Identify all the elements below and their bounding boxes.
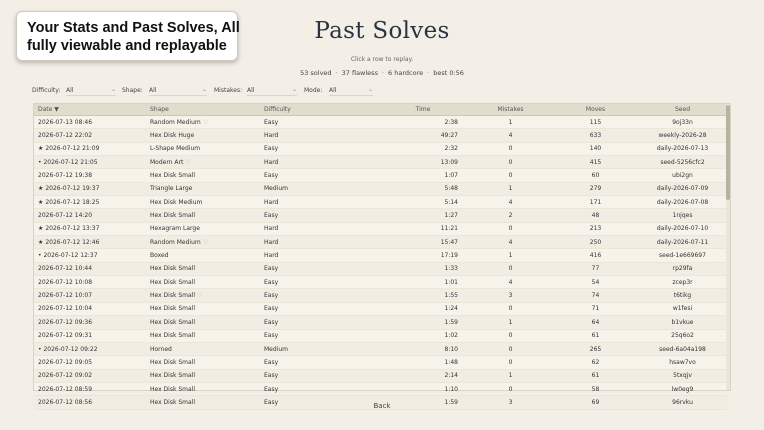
shape-text: Hex Disk Medium <box>150 198 203 206</box>
cell-time: 1:48 <box>378 356 468 369</box>
scrollbar-thumb[interactable] <box>726 105 730 200</box>
bullet-icon: • <box>38 345 42 353</box>
cell-date <box>34 222 146 235</box>
shape-text: Hex Disk Small <box>150 278 196 286</box>
cell-mistakes: 0 <box>468 382 553 395</box>
cell-seed: 1njqes <box>638 209 727 222</box>
cell-moves: 58 <box>553 382 638 395</box>
cell-shape <box>146 196 260 209</box>
cell-date <box>34 156 146 169</box>
cell-time: 1:01 <box>378 276 468 289</box>
date-text: 2026-07-12 14:20 <box>38 212 93 220</box>
cell-moves: 416 <box>553 249 638 262</box>
cell-time: 1:27 <box>378 209 468 222</box>
cell-shape <box>146 156 260 169</box>
stats-summary: 53 solved · 37 flawless · 6 hardcore · best 0:56 <box>300 69 464 77</box>
cell-difficulty: Hard <box>260 222 378 235</box>
star-icon: ★ <box>38 238 44 246</box>
column-header-moves[interactable]: Moves <box>553 104 638 116</box>
cell-difficulty: Easy <box>260 289 378 302</box>
shape-text: Hex Disk Small <box>150 212 196 220</box>
shape-text: Hex Disk Small <box>150 305 196 313</box>
cell-mistakes: 1 <box>468 182 553 195</box>
cell-seed: lw0eg9 <box>638 382 727 395</box>
back-button[interactable]: Back <box>373 402 391 410</box>
cell-time: 2:14 <box>378 369 468 382</box>
difficulty-filter-value: All <box>66 87 74 94</box>
chevron-down-icon: ⌄ <box>110 86 116 93</box>
lightbulb-icon: ♡ <box>202 118 209 126</box>
cell-time: 11:21 <box>378 222 468 235</box>
difficulty-filter-select[interactable] <box>66 85 116 96</box>
cell-date <box>34 129 146 142</box>
cell-moves: 69 <box>553 396 638 409</box>
shape-filter-label: Shape: <box>122 87 143 94</box>
cell-shape <box>146 236 260 249</box>
cell-time: 1:07 <box>378 169 468 182</box>
cell-mistakes: 3 <box>468 289 553 302</box>
cell-mistakes: 3 <box>468 396 553 409</box>
cell-difficulty: Hard <box>260 156 378 169</box>
table-row[interactable] <box>34 222 727 235</box>
cell-moves: 54 <box>553 276 638 289</box>
cell-time: 2:32 <box>378 142 468 155</box>
cell-time: 49:27 <box>378 129 468 142</box>
cell-difficulty: Easy <box>260 382 378 395</box>
cell-time: 1:10 <box>378 382 468 395</box>
cell-time: 1:33 <box>378 262 468 275</box>
cell-shape <box>146 342 260 355</box>
cell-shape <box>146 382 260 395</box>
hardcore-count: 6 hardcore <box>388 69 424 77</box>
cell-difficulty: Hard <box>260 129 378 142</box>
cell-date <box>34 342 146 355</box>
cell-time: 8:10 <box>378 342 468 355</box>
cell-time: 1:55 <box>378 289 468 302</box>
cell-date <box>34 169 146 182</box>
cell-date <box>34 262 146 275</box>
cell-date <box>34 369 146 382</box>
cell-date <box>34 182 146 195</box>
cell-seed: seed-1e669697 <box>638 249 727 262</box>
cell-seed: seed-5256cfc2 <box>638 156 727 169</box>
cell-seed: daily-2026-07-11 <box>638 236 727 249</box>
cell-moves: 71 <box>553 302 638 315</box>
cell-mistakes: 4 <box>468 236 553 249</box>
cell-mistakes: 1 <box>468 249 553 262</box>
shape-text: Hex Disk Small <box>150 318 196 326</box>
cell-difficulty: Hard <box>260 196 378 209</box>
cell-difficulty: Easy <box>260 116 378 129</box>
date-text: 2026-07-12 19:38 <box>38 172 93 180</box>
shape-text: Modern Art <box>150 158 184 166</box>
cell-mistakes: 0 <box>468 302 553 315</box>
date-text: 2026-07-12 10:04 <box>38 305 93 313</box>
table-row[interactable] <box>34 169 727 182</box>
cell-date <box>34 356 146 369</box>
date-text: 2026-07-12 08:56 <box>38 398 93 406</box>
cell-shape <box>146 169 260 182</box>
cell-seed: hsaw7vo <box>638 356 727 369</box>
shape-text: Horned <box>150 345 172 353</box>
column-header-shape[interactable]: Shape <box>146 104 260 116</box>
cell-seed: 96rvku <box>638 396 727 409</box>
callout-line-1: Your Stats and Past Solves, All <box>27 20 240 36</box>
mistakes-filter-select[interactable] <box>247 85 297 96</box>
date-text: 2026-07-12 10:07 <box>38 292 93 300</box>
date-text: 2026-07-12 10:08 <box>38 278 93 286</box>
cell-moves: 633 <box>553 129 638 142</box>
star-icon: ★ <box>38 225 44 233</box>
cell-shape <box>146 129 260 142</box>
cell-date <box>34 329 146 342</box>
cell-time: 1:59 <box>378 316 468 329</box>
cell-time: 1:02 <box>378 329 468 342</box>
cell-moves: 61 <box>553 329 638 342</box>
callout-line-2: fully viewable and replayable <box>27 38 227 54</box>
cell-time: 13:09 <box>378 156 468 169</box>
cell-difficulty: Hard <box>260 249 378 262</box>
cell-shape <box>146 116 260 129</box>
cell-difficulty: Easy <box>260 169 378 182</box>
table-row[interactable] <box>34 182 727 195</box>
replay-hint: Click a row to replay. <box>350 56 414 63</box>
chevron-down-icon: ⌄ <box>367 86 373 93</box>
table-row[interactable] <box>34 356 727 369</box>
cell-date <box>34 289 146 302</box>
mistakes-filter-value: All <box>247 87 255 94</box>
chevron-down-icon: ⌄ <box>201 86 207 93</box>
cell-date <box>34 196 146 209</box>
cell-difficulty: Easy <box>260 369 378 382</box>
cell-seed: daily-2026-07-13 <box>638 142 727 155</box>
date-text: 2026-07-12 12:46 <box>45 238 100 246</box>
date-text: 2026-07-12 18:25 <box>45 198 100 206</box>
cell-seed: daily-2026-07-09 <box>638 182 727 195</box>
bullet-icon: • <box>38 252 42 260</box>
date-text: 2026-07-12 09:31 <box>38 332 93 340</box>
mode-filter-label: Mode: <box>304 87 323 94</box>
column-header-date[interactable]: Date ▼ <box>34 104 146 116</box>
shape-text: Hex Disk Small <box>150 398 196 406</box>
cell-seed: weekly-2026-28 <box>638 129 727 142</box>
cell-shape <box>146 316 260 329</box>
table-row[interactable] <box>34 329 727 342</box>
shape-text: L-Shape Medium <box>150 145 201 153</box>
cell-mistakes: 0 <box>468 356 553 369</box>
table-row[interactable] <box>34 209 727 222</box>
cell-date <box>34 142 146 155</box>
cell-date <box>34 382 146 395</box>
cell-shape <box>146 329 260 342</box>
cell-moves: 265 <box>553 342 638 355</box>
shape-filter-value: All <box>149 87 157 94</box>
cell-shape <box>146 302 260 315</box>
cell-mistakes: 1 <box>468 316 553 329</box>
page-title: Past Solves <box>314 18 450 44</box>
date-text: 2026-07-12 08:59 <box>38 385 93 393</box>
table-row[interactable] <box>34 156 727 169</box>
shape-text: Random Medium <box>150 118 201 126</box>
table-row[interactable] <box>34 302 727 315</box>
date-text: 2026-07-12 21:09 <box>45 145 100 153</box>
cell-moves: 60 <box>553 169 638 182</box>
table-row[interactable] <box>34 116 727 129</box>
date-text: 2026-07-12 22:02 <box>38 132 93 140</box>
cell-difficulty: Easy <box>260 302 378 315</box>
column-header-seed[interactable]: Seed <box>638 104 727 116</box>
table-row[interactable] <box>34 316 727 329</box>
table-row[interactable] <box>34 289 727 302</box>
cell-mistakes: 0 <box>468 262 553 275</box>
cell-mistakes: 4 <box>468 129 553 142</box>
date-text: 2026-07-12 09:02 <box>38 372 93 380</box>
cell-time: 1:59 <box>378 396 468 409</box>
table-row[interactable] <box>34 382 727 395</box>
table-row[interactable] <box>34 262 727 275</box>
cell-moves: 64 <box>553 316 638 329</box>
cell-seed: t6tikg <box>638 289 727 302</box>
cell-shape <box>146 262 260 275</box>
table-row[interactable] <box>34 129 727 142</box>
shape-text: Hex Disk Small <box>150 372 196 380</box>
table-row[interactable] <box>34 142 727 155</box>
cell-moves: 48 <box>553 209 638 222</box>
cell-mistakes: 1 <box>468 369 553 382</box>
cell-moves: 213 <box>553 222 638 235</box>
shape-filter-select[interactable] <box>149 85 207 96</box>
table-row[interactable] <box>34 236 727 249</box>
cell-date <box>34 316 146 329</box>
cell-seed: 9oj33n <box>638 116 727 129</box>
cell-moves: 62 <box>553 356 638 369</box>
cell-date <box>34 116 146 129</box>
cell-shape <box>146 209 260 222</box>
date-text: 2026-07-12 19:37 <box>45 185 100 193</box>
cell-difficulty: Easy <box>260 276 378 289</box>
cell-moves: 77 <box>553 262 638 275</box>
shape-text: Hex Disk Small <box>150 358 196 366</box>
cell-mistakes: 1 <box>468 116 553 129</box>
cell-time: 15:47 <box>378 236 468 249</box>
lightbulb-icon: ♡ <box>197 292 203 300</box>
cell-shape <box>146 289 260 302</box>
mode-filter-select[interactable] <box>329 85 373 96</box>
shape-text: Hex Disk Huge <box>150 132 195 140</box>
shape-text: Triangle Large <box>150 185 193 193</box>
date-text: 2026-07-12 09:22 <box>43 345 98 353</box>
cell-mistakes: 0 <box>468 156 553 169</box>
table-scrollbar[interactable] <box>726 104 730 390</box>
cell-difficulty: Medium <box>260 182 378 195</box>
cell-moves: 415 <box>553 156 638 169</box>
flawless-count: 37 flawless <box>341 69 378 77</box>
cell-seed: zcep3r <box>638 276 727 289</box>
star-icon: ★ <box>38 145 44 153</box>
cell-seed: b1vkue <box>638 316 727 329</box>
cell-moves: 140 <box>553 142 638 155</box>
cell-moves: 250 <box>553 236 638 249</box>
shape-text: Hex Disk Small <box>150 265 196 273</box>
cell-seed: 25q6o2 <box>638 329 727 342</box>
date-text: 2026-07-12 09:36 <box>38 318 93 326</box>
cell-mistakes: 2 <box>468 209 553 222</box>
cell-difficulty: Hard <box>260 236 378 249</box>
shape-text: Hexagram Large <box>150 225 200 233</box>
cell-difficulty: Easy <box>260 142 378 155</box>
cell-time: 17:19 <box>378 249 468 262</box>
lightbulb-icon: ♡ <box>185 158 191 166</box>
cell-moves: 74 <box>553 289 638 302</box>
cell-seed: 5txqjv <box>638 369 727 382</box>
cell-moves: 115 <box>553 116 638 129</box>
date-text: 2026-07-12 10:44 <box>38 265 93 273</box>
shape-text: Hex Disk Small <box>150 385 196 393</box>
cell-shape <box>146 142 260 155</box>
table-row[interactable] <box>34 196 727 209</box>
back-link-wrap <box>0 402 764 410</box>
shape-text: Hex Disk Small <box>150 292 196 300</box>
shape-text: Hex Disk Small <box>150 332 196 340</box>
cell-date <box>34 209 146 222</box>
best-time: best 0:56 <box>433 69 464 77</box>
table-row[interactable] <box>34 342 727 355</box>
mode-filter-value: All <box>329 87 337 94</box>
cell-difficulty: Easy <box>260 262 378 275</box>
chevron-down-icon: ⌄ <box>291 86 297 93</box>
cell-difficulty: Easy <box>260 316 378 329</box>
cell-shape <box>146 222 260 235</box>
date-text: 2026-07-13 08:46 <box>38 118 93 126</box>
column-header-time[interactable]: Time <box>378 104 468 116</box>
cell-date <box>34 249 146 262</box>
table-header <box>34 104 727 116</box>
shape-text: Hex Disk Small <box>150 172 196 180</box>
cell-shape <box>146 182 260 195</box>
date-text: 2026-07-12 21:05 <box>43 158 98 166</box>
cell-time: 2:38 <box>378 116 468 129</box>
cell-time: 5:48 <box>378 182 468 195</box>
cell-time: 5:14 <box>378 196 468 209</box>
cell-mistakes: 0 <box>468 222 553 235</box>
column-header-mistakes[interactable]: Mistakes <box>468 104 553 116</box>
shape-text: Random Medium <box>150 238 201 246</box>
mistakes-filter-label: Mistakes: <box>214 87 243 94</box>
star-icon: ★ <box>38 198 44 206</box>
cell-difficulty: Easy <box>260 396 378 409</box>
star-icon: ★ <box>38 185 44 193</box>
table-row[interactable] <box>34 249 727 262</box>
cell-seed: rp29fa <box>638 262 727 275</box>
cell-mistakes: 0 <box>468 169 553 182</box>
cell-shape <box>146 249 260 262</box>
date-text: 2026-07-12 13:37 <box>45 225 100 233</box>
table-row[interactable] <box>34 369 727 382</box>
cell-time: 1:24 <box>378 302 468 315</box>
date-text: 2026-07-12 12:37 <box>43 252 98 260</box>
cell-shape <box>146 369 260 382</box>
cell-seed: w1fesi <box>638 302 727 315</box>
cell-mistakes: 4 <box>468 276 553 289</box>
shape-text: Boxed <box>150 252 169 260</box>
table-row[interactable] <box>34 276 727 289</box>
solved-count: 53 solved <box>300 69 332 77</box>
cell-moves: 61 <box>553 369 638 382</box>
cell-difficulty: Easy <box>260 329 378 342</box>
date-text: 2026-07-12 09:05 <box>38 358 93 366</box>
cell-mistakes: 0 <box>468 342 553 355</box>
cell-shape <box>146 356 260 369</box>
cell-date <box>34 302 146 315</box>
cell-seed: daily-2026-07-08 <box>638 196 727 209</box>
cell-difficulty: Easy <box>260 356 378 369</box>
cell-difficulty: Easy <box>260 209 378 222</box>
cell-moves: 279 <box>553 182 638 195</box>
cell-mistakes: 0 <box>468 142 553 155</box>
cell-mistakes: 4 <box>468 196 553 209</box>
cell-date <box>34 276 146 289</box>
cell-seed: seed-6a04a198 <box>638 342 727 355</box>
lightbulb-icon: ♡ <box>202 238 209 246</box>
cell-date <box>34 236 146 249</box>
bullet-icon: • <box>38 158 42 166</box>
cell-mistakes: 0 <box>468 329 553 342</box>
cell-moves: 171 <box>553 196 638 209</box>
cell-shape <box>146 276 260 289</box>
cell-seed: daily-2026-07-10 <box>638 222 727 235</box>
column-header-difficulty[interactable]: Difficulty <box>260 104 378 116</box>
difficulty-filter-label: Difficulty: <box>32 87 61 94</box>
cell-difficulty: Medium <box>260 342 378 355</box>
cell-seed: ubi2gn <box>638 169 727 182</box>
